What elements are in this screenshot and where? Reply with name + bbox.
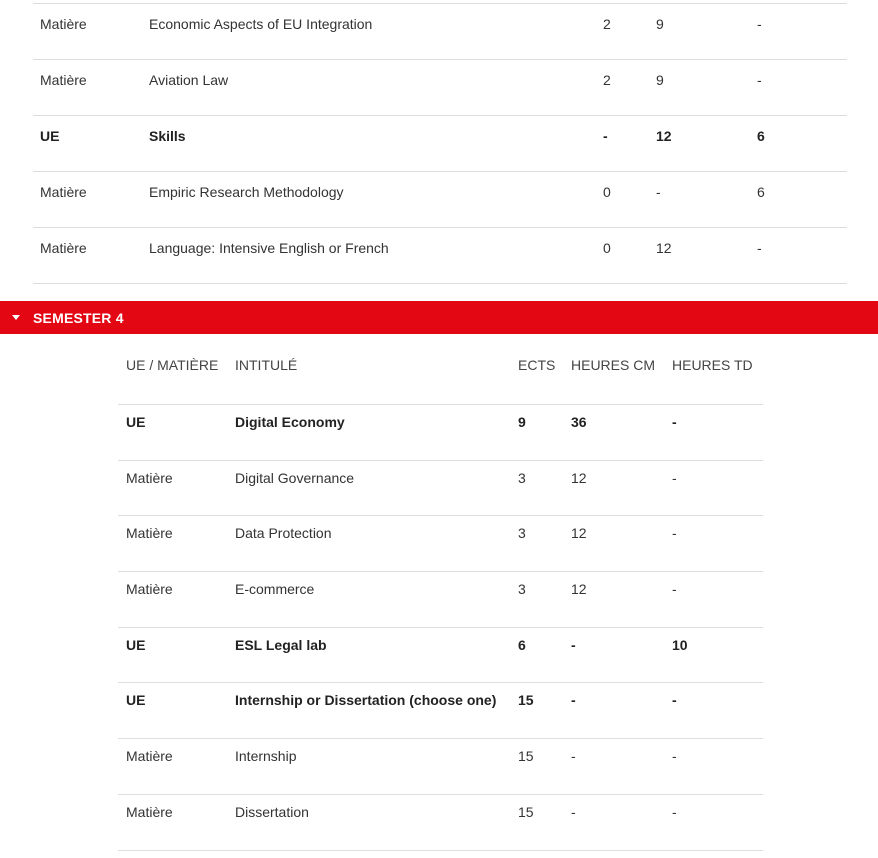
row-title: Internship (235, 748, 297, 765)
row-ects: 15 (518, 748, 534, 765)
table-row (118, 628, 763, 684)
semester-4-header[interactable] (0, 301, 878, 334)
row-heures-td: - (757, 240, 762, 256)
row-heures-cm: 12 (571, 469, 587, 486)
row-heures-cm: - (571, 692, 576, 709)
header-heures-td: HEURES TD (672, 357, 753, 373)
row-heures-cm: 9 (656, 72, 664, 88)
row-type: UE (126, 636, 146, 653)
semester-4-title: SEMESTER 4 (33, 310, 124, 326)
row-title: E-commerce (235, 581, 315, 598)
row-type: Matière (126, 581, 173, 598)
table-row (118, 683, 763, 739)
header-heures-cm: HEURES CM (571, 357, 656, 373)
table-row (33, 4, 847, 60)
row-type: UE (126, 414, 146, 430)
caret-down-icon (12, 315, 20, 320)
row-heures-cm: - (571, 803, 576, 820)
row-ects: 3 (518, 581, 526, 598)
row-title: Empiric Research Methodology (149, 184, 344, 200)
row-type: Matière (126, 525, 173, 542)
table-row (118, 795, 763, 851)
semester-3-table (33, 0, 847, 284)
row-heures-td: 6 (757, 184, 765, 200)
row-heures-cm: - (571, 748, 576, 765)
row-heures-cm: 12 (656, 128, 672, 144)
row-heures-cm: 12 (656, 240, 672, 256)
row-ects: 0 (603, 240, 611, 256)
row-type: UE (126, 692, 146, 709)
row-title: Dissertation (235, 803, 309, 820)
row-type: Matière (40, 16, 87, 32)
table-row (118, 516, 763, 572)
table-header-row (118, 334, 763, 405)
table-row (118, 405, 763, 461)
row-ects: 15 (518, 803, 534, 820)
row-ects: 2 (603, 72, 611, 88)
row-title: ESL Legal lab (235, 636, 327, 653)
row-heures-cm: - (656, 184, 661, 200)
row-title: Digital Governance (235, 469, 355, 486)
table-row (118, 461, 763, 517)
row-ects: 6 (518, 636, 526, 653)
row-heures-cm: 12 (571, 525, 587, 542)
semester-4-table-body (118, 405, 763, 851)
row-heures-td: 10 (672, 636, 688, 653)
table-row (33, 172, 847, 228)
header-ue-matiere: UE / MATIÈRE (126, 357, 219, 373)
semester-3-table-body (33, 4, 847, 284)
row-ects: - (603, 128, 608, 144)
row-title: Economic Aspects of EU Integration (149, 16, 373, 32)
table-row (118, 739, 763, 795)
row-heures-cm: 12 (571, 581, 587, 598)
row-type: Matière (40, 184, 87, 200)
row-ects: 9 (518, 414, 526, 430)
row-ects: 3 (518, 525, 526, 542)
header-ects: ECTS (518, 357, 556, 373)
row-heures-td: - (757, 16, 762, 32)
row-title: Data Protection (235, 525, 332, 542)
row-title: Aviation Law (149, 72, 229, 88)
table-row (33, 116, 847, 172)
row-heures-cm: 9 (656, 16, 664, 32)
header-intitule: INTITULÉ (235, 357, 298, 373)
row-ects: 15 (518, 692, 534, 709)
row-heures-cm: - (571, 636, 576, 653)
row-type: UE (40, 128, 60, 144)
row-heures-td: - (672, 581, 677, 598)
row-ects: 0 (603, 184, 611, 200)
row-type: Matière (40, 240, 87, 256)
row-heures-td: - (757, 72, 762, 88)
row-title: Language: Intensive English or French (149, 240, 389, 256)
table-row (33, 60, 847, 116)
row-ects: 3 (518, 469, 526, 486)
row-type: Matière (126, 469, 173, 486)
row-heures-td: - (672, 469, 677, 486)
row-type: Matière (126, 803, 173, 820)
row-heures-td: - (672, 414, 677, 430)
row-type: Matière (40, 72, 87, 88)
row-heures-td: - (672, 525, 677, 542)
row-title: Internship or Dissertation (choose one) (235, 692, 497, 709)
row-type: Matière (126, 748, 173, 765)
row-heures-td: - (672, 803, 677, 820)
row-heures-td: - (672, 748, 677, 765)
table-row (118, 572, 763, 628)
row-heures-cm: 36 (571, 414, 587, 430)
row-heures-td: 6 (757, 128, 765, 144)
row-heures-td: - (672, 692, 677, 709)
row-ects: 2 (603, 16, 611, 32)
row-title: Skills (149, 128, 186, 144)
semester-4-table (118, 334, 763, 851)
row-title: Digital Economy (235, 414, 345, 430)
table-row (33, 228, 847, 284)
